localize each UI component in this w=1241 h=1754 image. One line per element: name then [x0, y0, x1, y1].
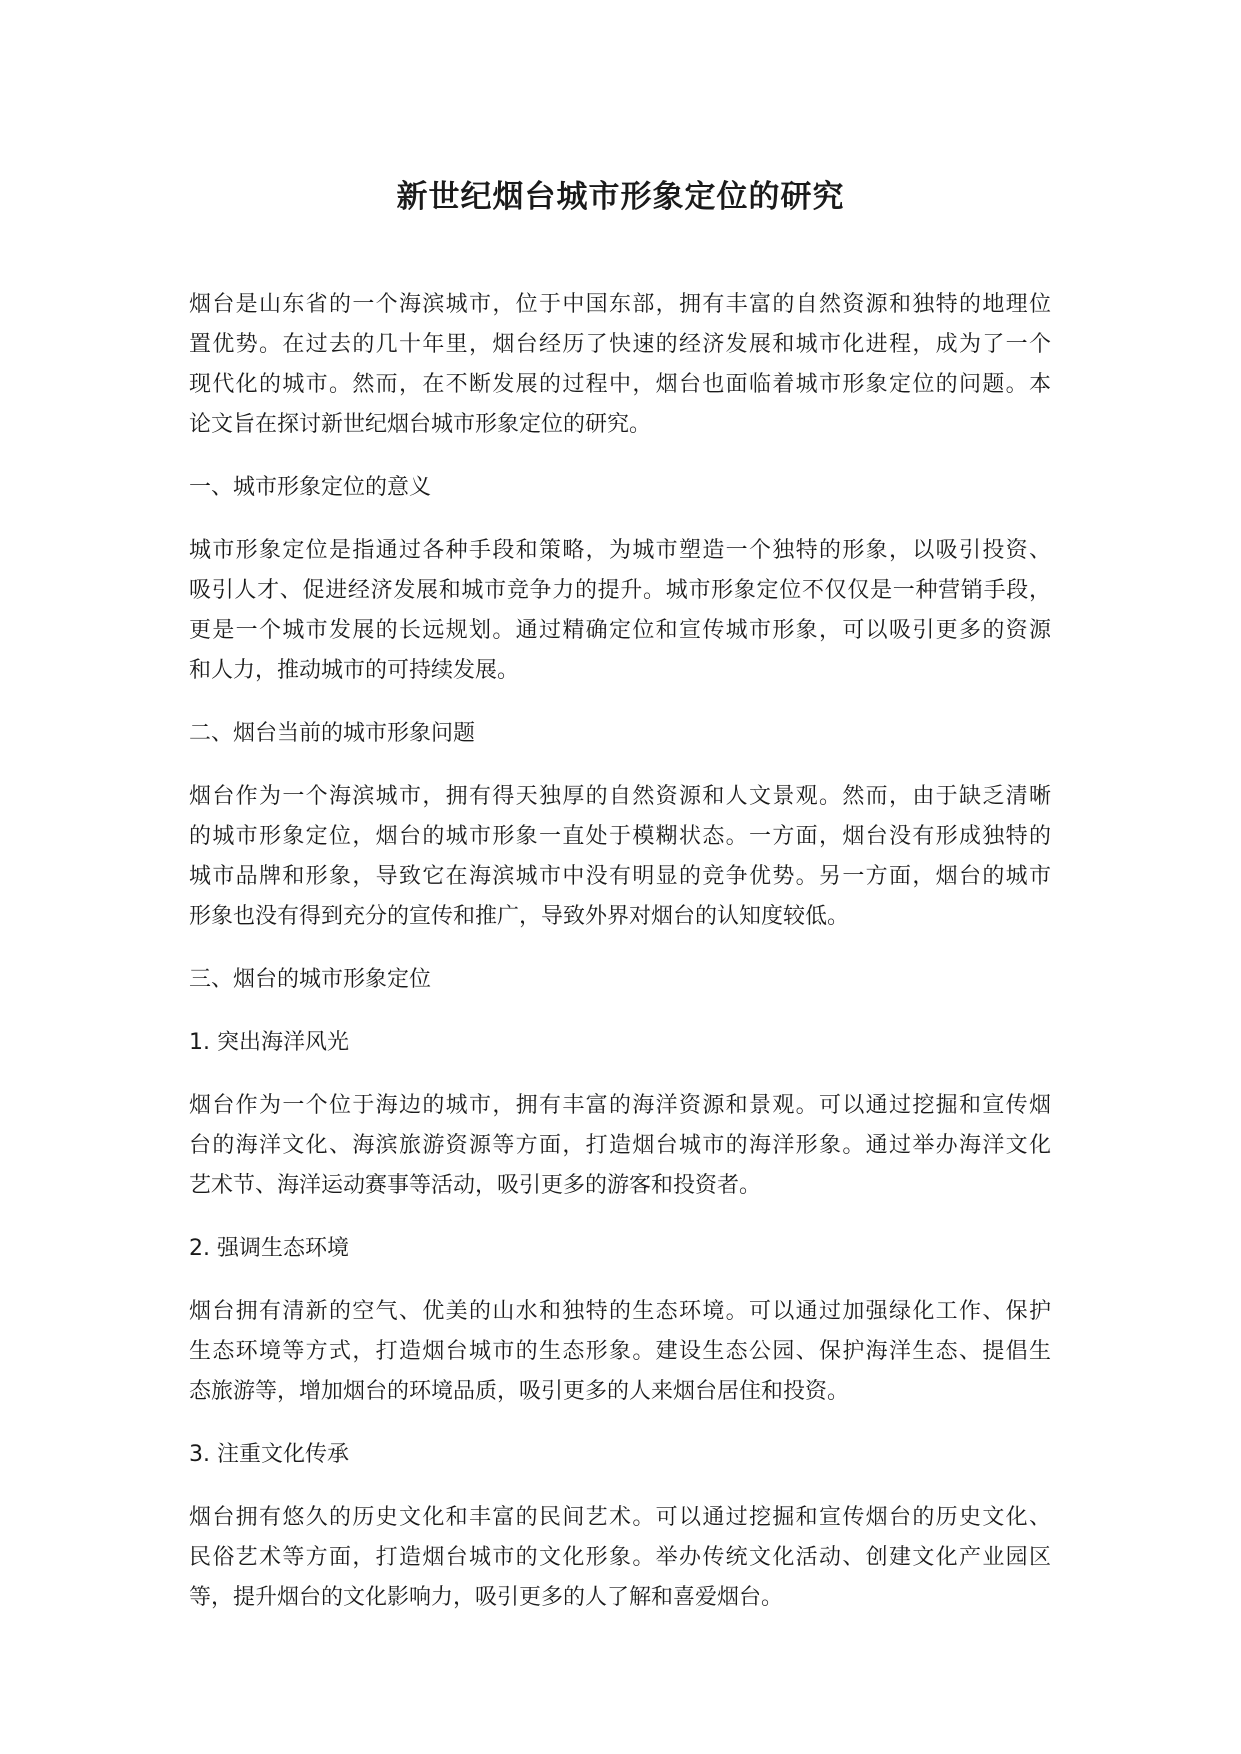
paragraph: [189, 285, 1051, 445]
paragraph-line: 城市品牌和形象，导致它在海滨城市中没有明显的竞争优势。另一方面，烟台的城市: [189, 864, 1051, 889]
paragraph-line: 等，提升烟台的文化影响力，吸引更多的人了解和喜爱烟台。: [189, 1585, 784, 1610]
document-title: 新世纪烟台城市形象定位的研究: [396, 179, 845, 215]
paragraph-line: 更是一个城市发展的长远规划。通过精确定位和宣传城市形象，可以吸引更多的资源: [189, 618, 1051, 643]
paragraph-line: 论文旨在探讨新世纪烟台城市形象定位的研究。: [189, 412, 652, 437]
paragraph-line: 吸引人才、促进经济发展和城市竞争力的提升。城市形象定位不仅仅是一种营销手段，: [189, 578, 1051, 603]
paragraph: [189, 531, 1051, 691]
paragraph-line: 民俗艺术等方面，打造烟台城市的文化形象。举办传统文化活动、创建文化产业园区: [189, 1545, 1051, 1570]
paragraph-line: 现代化的城市。然而，在不断发展的过程中，烟台也面临着城市形象定位的问题。本: [189, 372, 1051, 397]
paragraph-line: 城市形象定位是指通过各种手段和策略，为城市塑造一个独特的形象，以吸引投资、: [189, 538, 1051, 563]
paragraph: [189, 1086, 1051, 1206]
paragraph-line: 形象也没有得到充分的宣传和推广，导致外界对烟台的认知度较低。: [189, 904, 850, 929]
paragraph-line: 的城市形象定位，烟台的城市形象一直处于模糊状态。一方面，烟台没有形成独特的: [189, 824, 1051, 849]
paragraph-line: 生态环境等方式，打造烟台城市的生态形象。建设生态公园、保护海洋生态、提倡生: [189, 1339, 1051, 1364]
paragraph-line: 台的海洋文化、海滨旅游资源等方面，打造烟台城市的海洋形象。通过举办海洋文化: [189, 1133, 1051, 1158]
document-body: [189, 285, 1051, 1641]
paragraph-line: 态旅游等，增加烟台的环境品质，吸引更多的人来烟台居住和投资。: [189, 1379, 850, 1404]
paragraph-line: 艺术节、海洋运动赛事等活动，吸引更多的游客和投资者。: [189, 1173, 762, 1198]
paragraph-line: 烟台拥有清新的空气、优美的山水和独特的生态环境。可以通过加强绿化工作、保护: [189, 1299, 1051, 1324]
section-heading: 三、烟台的城市形象定位: [189, 967, 432, 992]
paragraph: [189, 1498, 1051, 1618]
paragraph-line: 烟台是山东省的一个海滨城市，位于中国东部，拥有丰富的自然资源和独特的地理位: [189, 292, 1051, 317]
paragraph-line: 烟台拥有悠久的历史文化和丰富的民间艺术。可以通过挖掘和宣传烟台的历史文化、: [189, 1505, 1051, 1530]
section-heading: 一、城市形象定位的意义: [189, 475, 432, 500]
section-heading: 二、烟台当前的城市形象问题: [189, 721, 476, 746]
paragraph: [189, 1292, 1051, 1412]
section-heading: 2. 强调生态环境: [189, 1236, 349, 1261]
paragraph: [189, 777, 1051, 937]
paragraph-line: 置优势。在过去的几十年里，烟台经历了快速的经济发展和城市化进程，成为了一个: [189, 332, 1051, 357]
section-heading: 1. 突出海洋风光: [189, 1030, 349, 1055]
paragraph-line: 烟台作为一个海滨城市，拥有得天独厚的自然资源和人文景观。然而，由于缺乏清晰: [189, 784, 1051, 809]
section-heading: 3. 注重文化传承: [189, 1442, 349, 1467]
paragraph-line: 和人力，推动城市的可持续发展。: [189, 658, 520, 683]
paragraph-line: 烟台作为一个位于海边的城市，拥有丰富的海洋资源和景观。可以通过挖掘和宣传烟: [189, 1093, 1051, 1118]
